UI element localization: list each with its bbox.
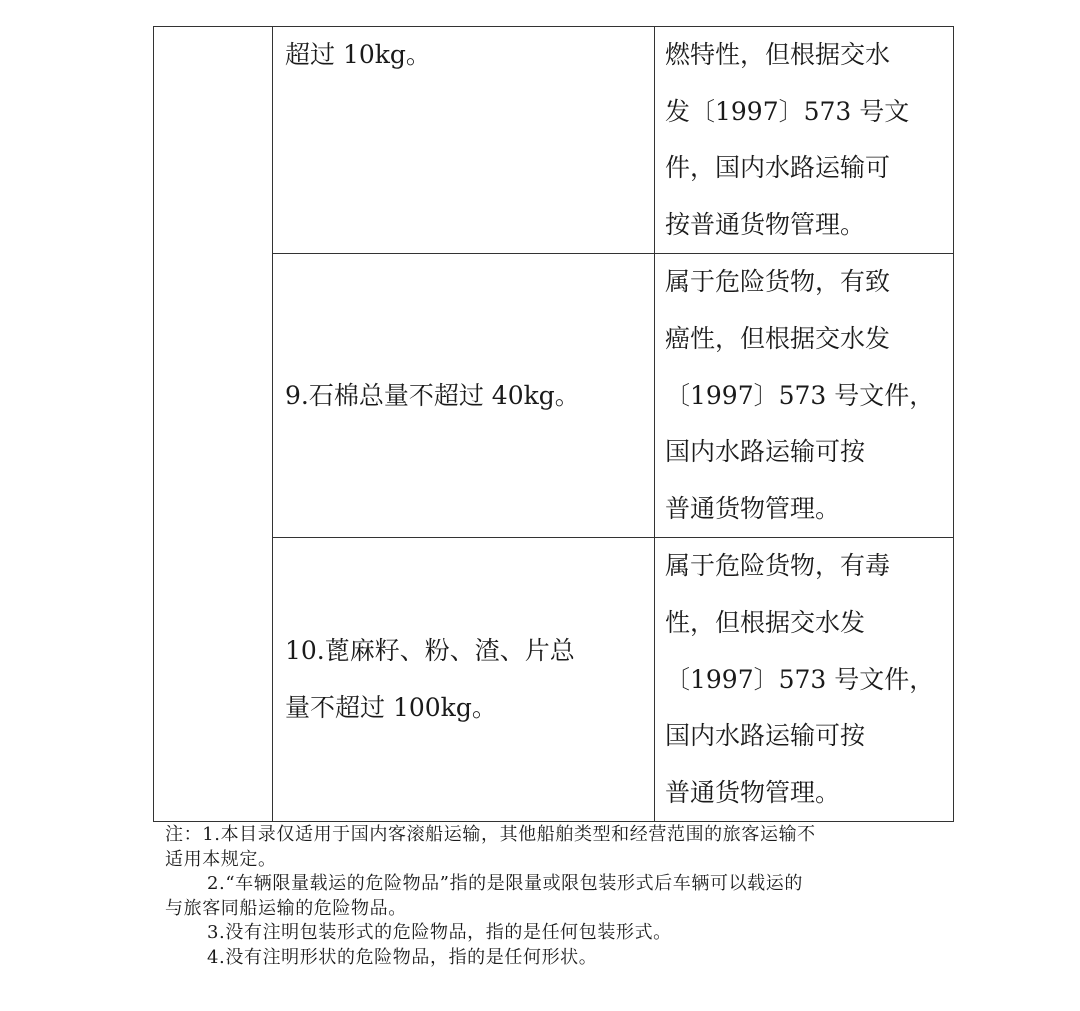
remark-cell (655, 27, 954, 254)
item-text: 10.蓖麻籽、粉、渣、片总 量不超过 100kg。 (285, 636, 575, 722)
footnote-2-line-2: 与旅客同船运输的危险物品。 (165, 897, 407, 919)
item-cell (273, 254, 655, 538)
table-row (154, 538, 954, 822)
remark-cell (655, 538, 954, 822)
footnote-2-line-1: 2.“车辆限量载运的危险物品”指的是限量或限包装形式后车辆可以载运的 (207, 873, 803, 894)
footnote-1-line-2: 适用本规定。 (165, 848, 277, 870)
remark-cell (655, 254, 954, 538)
dangerous-goods-table (153, 26, 954, 822)
item-cell (273, 27, 655, 254)
footnotes (165, 823, 917, 970)
remark-text: 属于危险货物，有毒 性，但根据交水发 〔1997〕573 号文件， 国内水路运输可按 普通货物管理。 (665, 551, 935, 807)
remark-text: 燃特性，但根据交水 发〔1997〕573 号文 件，国内水路运输可 按普通货物管理。 (665, 40, 910, 239)
table-row (154, 27, 954, 254)
item-cell (273, 538, 655, 822)
item-text: 超过 10kg。 (285, 40, 431, 69)
remark-text: 属于危险货物，有致 癌性，但根据交水发 〔1997〕573 号文件， 国内水路运输可按 普通货物管理。 (665, 267, 935, 523)
table-row (154, 254, 954, 538)
category-cell (154, 27, 273, 822)
item-text: 9.石棉总量不超过 40kg。 (285, 380, 580, 410)
footnote-4: 4.没有注明形状的危险物品，指的是任何形状。 (207, 946, 598, 968)
footnote-3: 3.没有注明包装形式的危险物品，指的是任何包装形式。 (207, 922, 672, 943)
footnote-1-line-1: 注：1.本目录仅适用于国内客滚船运输，其他船舶类型和经营范围的旅客运输不 (165, 824, 816, 845)
